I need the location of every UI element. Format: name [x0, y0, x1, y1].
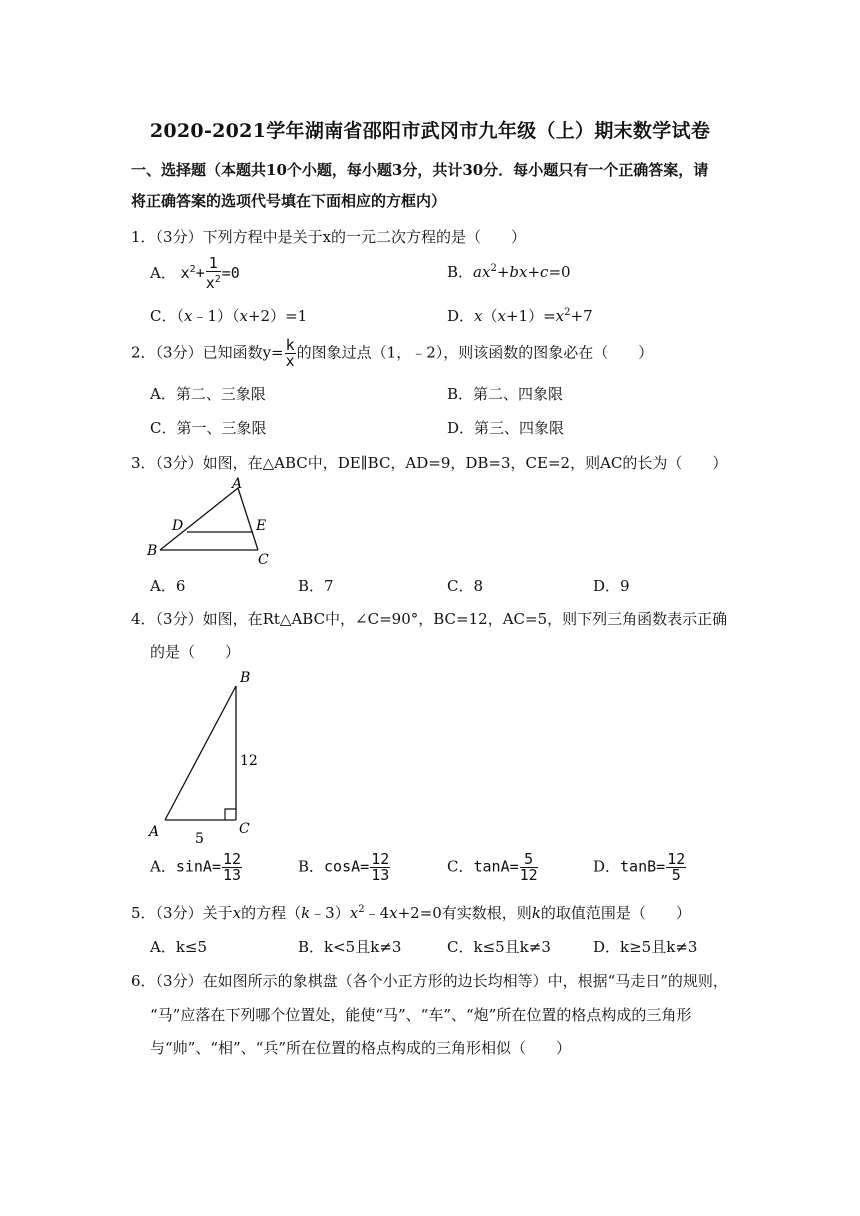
q4-option-b-num: 12: [371, 850, 390, 868]
q2-option-a: A．第二、三象限: [150, 385, 266, 403]
q4-right-angle-mark: [225, 809, 236, 820]
q5-option-b: B．k<5且k≠3: [298, 938, 402, 956]
q3-option-b: B．7: [298, 577, 334, 595]
q4-stem-line2: 的是（ ）: [150, 643, 241, 661]
q6-stem-line1: 6．（3分）在如图所示的象棋盘（各个小正方形的边长均相等）中，根据“马走日”的规则，: [131, 972, 728, 990]
q4-label-c: C: [239, 821, 250, 837]
q2-frac-den: x: [285, 352, 295, 370]
q4-option-d-num: 12: [667, 850, 686, 868]
q4-option-d-fn: tanB=: [620, 857, 666, 876]
q4-side-ab: [165, 686, 236, 820]
q3-label-e: E: [256, 518, 267, 534]
q3-side-ac: [238, 488, 258, 550]
q4-option-a-label: A．: [150, 857, 176, 876]
q4-option-b: [298, 852, 391, 883]
q3-option-d: D．9: [593, 577, 630, 595]
q4-option-d: [593, 852, 687, 883]
q4-option-c-den: 12: [519, 866, 538, 884]
q6-stem-line3: 与“帅”、“相”、“兵”所在位置的格点构成的三角形相似（ ）: [150, 1039, 572, 1057]
q4-option-a: [150, 852, 243, 883]
q3-triangle-figure: [142, 476, 282, 570]
page-title: 2020-2021学年湖南省邵阳市武冈市九年级（上）期末数学试卷: [149, 120, 711, 142]
q4-label-12: 12: [240, 753, 258, 769]
q4-label-5: 5: [195, 831, 204, 846]
q3-option-a: A．6: [150, 577, 186, 595]
q2-option-d: D．第三、四象限: [447, 419, 565, 437]
section-heading-line2: 将正确答案的选项代号填在下面相应的方框内）: [131, 192, 447, 210]
q4-option-c-label: C．: [447, 857, 474, 876]
q2-frac-num: k: [285, 336, 295, 354]
q4-option-c-num: 5: [520, 852, 538, 868]
q5-option-c: C．k≤5且k≠3: [447, 938, 551, 956]
q1-option-c: C．（x﹣1）（x+2）=1: [150, 307, 308, 325]
q5-option-a: A．k≤5: [150, 938, 208, 956]
q4-option-d-label: D．: [593, 857, 621, 876]
q1-option-a-label: A．: [150, 264, 176, 282]
q1-option-d: D．$x(x+1)=x^2+7$: [447, 307, 593, 325]
q4-option-a-num: 12: [223, 850, 242, 868]
q1-option-a: [150, 256, 240, 291]
q2-option-c: C．第一、三象限: [150, 419, 267, 437]
section-heading-line1: 一、选择题（本题共10个小题，每小题3分，共计30分．每小题只有一个正确答案，请: [131, 161, 709, 179]
q1-stem: 1．（3分）下列方程中是关于x的一元二次方程的是（ ）: [131, 228, 527, 246]
q4-right-triangle-figure: [140, 666, 270, 846]
q2-stem-pre: 2．（3分）已知函数y=: [131, 343, 284, 362]
q5-stem: 5．（3分）关于x的方程$(k﹣3)x^2﹣4x+2=0$有实数根，则k的取值范围是（ ）: [131, 904, 691, 922]
q4-option-d-den: 5: [671, 866, 681, 884]
q1-option-b-label: B．: [447, 263, 474, 281]
q3-label-c: C: [258, 552, 269, 568]
q2-fraction: [285, 338, 296, 369]
q4-option-c-fn: tanA=: [473, 857, 519, 876]
q4-stem-line1: 4．（3分）如图，在Rt△ABC中，∠C=90°，BC=12，AC=5，则下列三角函数表示正确: [131, 610, 728, 628]
q3-label-d: D: [172, 518, 184, 534]
q2-option-b: B．第二、四象限: [447, 385, 564, 403]
q1-option-b: B．$ax^2+bx+c=0$: [447, 263, 571, 281]
q3-stem: 3．（3分）如图，在△ABC中，DE∥BC，AD=9，DB=3，CE=2，则AC的长为（ ）: [131, 454, 728, 472]
q3-label-b: B: [147, 543, 158, 559]
q5-option-d: D．k≥5且k≠3: [593, 938, 698, 956]
q4-label-b: B: [240, 670, 251, 686]
q4-label-a: A: [149, 824, 160, 840]
q3-label-a: A: [232, 476, 243, 492]
q4-option-b-label: B．: [298, 857, 325, 876]
q2-stem: [131, 338, 653, 369]
q4-option-b-den: 13: [371, 866, 390, 884]
q4-option-a-fn: sinA=: [175, 857, 221, 876]
q6-stem-line2: “马”应落在下列哪个位置处，能使“马”、“车”、“炮”所在位置的格点构成的三角形: [150, 1006, 692, 1024]
q4-option-c: [447, 852, 539, 883]
q4-option-a-den: 13: [223, 866, 242, 884]
q3-option-c: C．8: [447, 577, 484, 595]
q2-stem-post: 的图象过点（1，﹣2），则该函数的图象必在（ ）: [296, 343, 654, 362]
q1-option-a-expr: $x^2+$ $\frac{1}{x^2}$ =0: [180, 254, 240, 292]
q4-option-b-fn: cosA=: [324, 857, 370, 876]
